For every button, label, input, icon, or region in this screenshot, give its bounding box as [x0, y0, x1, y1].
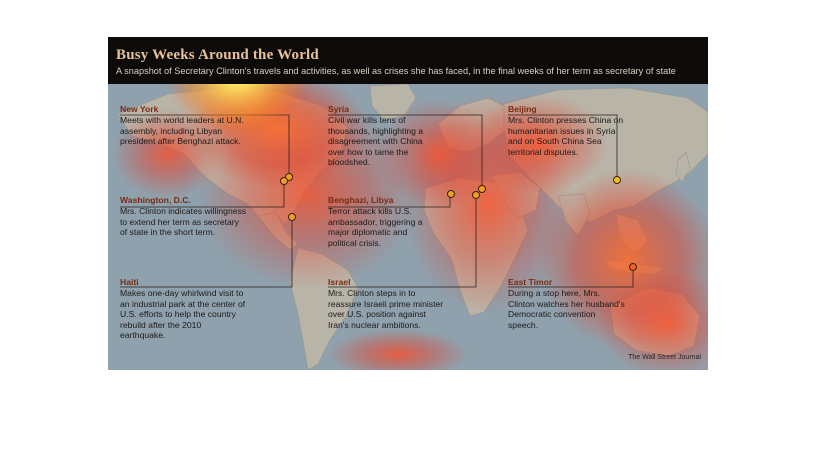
event-description: Mrs. Clinton presses China on humanitarian issues in Syria and on South China Sea territorial disputes. [508, 115, 624, 157]
marker-beijing [614, 177, 621, 184]
event-place: Washington, D.C. [120, 195, 191, 205]
event-israel [328, 277, 446, 330]
marker-syria [479, 186, 486, 193]
event-description: Makes one-day whirlwind visit to an industrial park at the center of U.S. efforts to help the country rebuild after the 2010 earthquake. [120, 288, 246, 341]
event-washington [120, 195, 248, 238]
event-description: Terror attack kills U.S. ambassador, triggering a major diplomatic and political crisis. [328, 206, 423, 248]
event-new-york [120, 104, 248, 147]
event-place: Beijing [508, 104, 537, 114]
marker-washington [281, 178, 288, 185]
event-east-timor [508, 277, 626, 330]
event-place: Haiti [120, 277, 139, 287]
event-place: Benghazi, Libya [328, 195, 394, 205]
event-description: Mrs. Clinton indicates willingness to extend her term as secretary of state in the short term. [120, 206, 247, 238]
event-place: Syria [328, 104, 350, 114]
event-syria [328, 104, 438, 167]
event-benghazi [328, 195, 438, 248]
source-credit: The Wall Street Journal [628, 354, 701, 361]
event-place: East Timor [508, 277, 553, 287]
header-bar [108, 37, 708, 84]
infographic-subtitle: A snapshot of Secretary Clinton's travels and activities, as well as crises she has faced, in the final weeks of her term as secretary of state [116, 66, 676, 76]
event-description: Meets with world leaders at U.N. assembly, including Libyan president after Benghazi attack. [120, 115, 244, 147]
event-place: Israel [328, 277, 351, 287]
marker-east-timor [630, 264, 637, 271]
event-description: Mrs. Clinton steps in to reassure Israeli prime minister over U.S. position against Iran's nuclear ambitions. [328, 288, 444, 330]
event-haiti [120, 277, 248, 340]
infographic-title: Busy Weeks Around the World [116, 47, 319, 63]
marker-benghazi [448, 191, 455, 198]
marker-haiti [289, 214, 296, 221]
event-place: New York [120, 104, 159, 114]
event-beijing [508, 104, 626, 157]
event-description: Civil war kills tens of thousands, highlighting a disagreement with China over how to tame the bloodshed. [328, 115, 424, 168]
infographic [108, 37, 708, 370]
marker-israel [473, 192, 480, 199]
event-description: During a stop here, Mrs. Clinton watches her husband's Democratic convention speech. [508, 288, 625, 330]
